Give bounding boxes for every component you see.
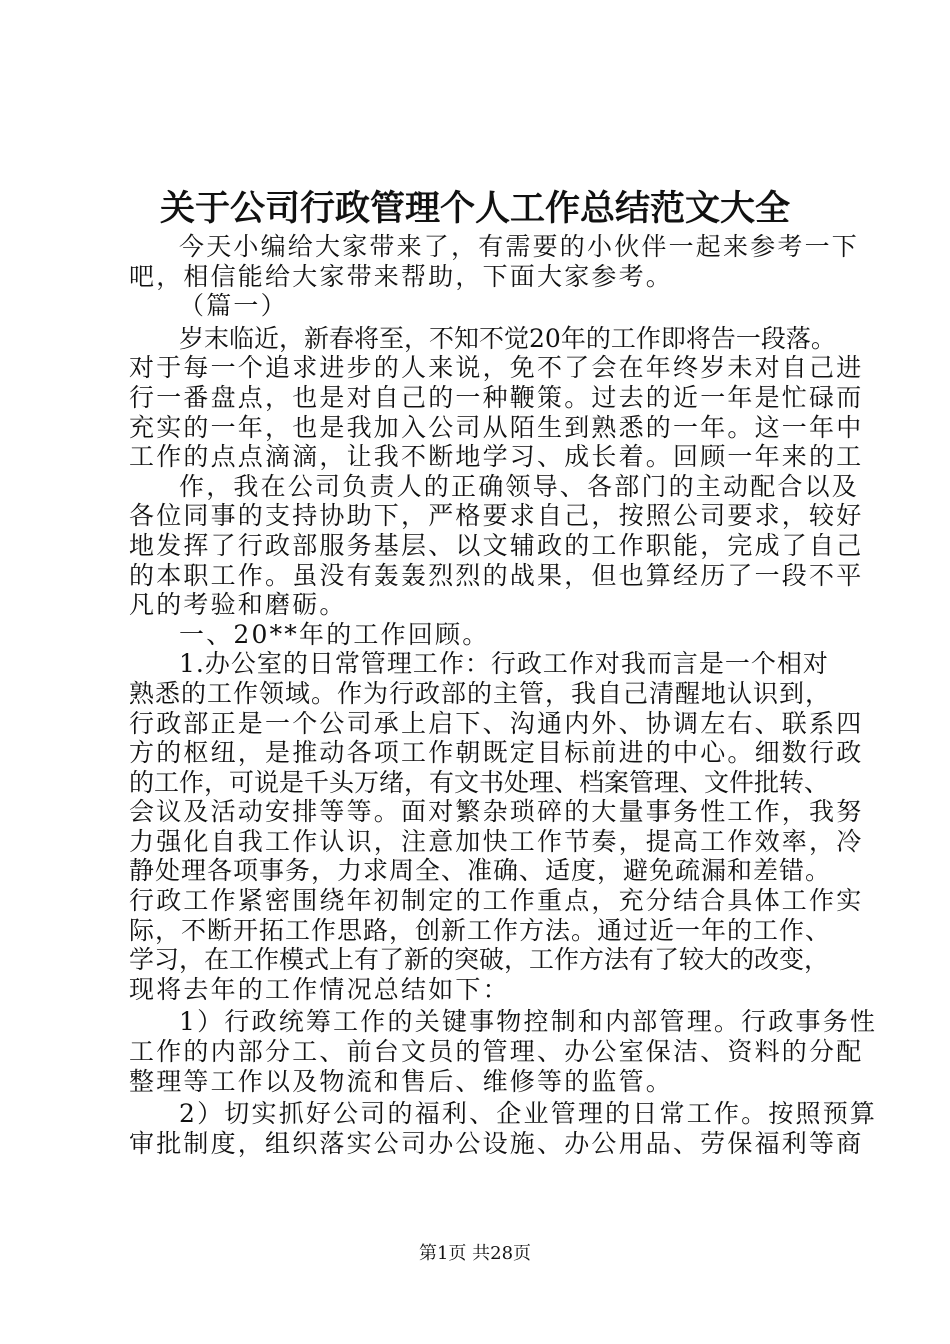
- paragraph-line: 行一番盘点，也是对自己的一种鞭策。过去的近一年是忙碌而: [129, 382, 864, 412]
- document-title: 关于公司行政管理个人工作总结范文大全: [159, 188, 790, 229]
- paragraph-line: 作，我在公司负责人的正确领导、各部门的主动配合以及: [179, 471, 860, 501]
- paragraph-line: 1）行政统筹工作的关键事物控制和内部管理。行政事务性: [179, 1007, 878, 1037]
- document-body: [129, 232, 878, 1158]
- paragraph-line: 的工作，可说是千头万绪，有文书处理、档案管理、文件批转、: [129, 767, 830, 797]
- paragraph-line: 会议及活动安排等等。面对繁杂琐碎的大量事务性工作，我努: [129, 797, 864, 827]
- paragraph-line: 地发挥了行政部服务基层、以文辅政的工作职能，完成了自己: [129, 530, 864, 560]
- paragraph-line: 际，不断开拓工作思路，创新工作方法。通过近一年的工作、: [129, 915, 832, 945]
- paragraph-line: 1.办公室的日常管理工作：行政工作对我而言是一个相对: [179, 649, 829, 679]
- paragraph-line: 现将去年的工作情况总结如下：: [129, 974, 510, 1004]
- paragraph-line: 整理等工作以及物流和售后、维修等的监管。: [129, 1066, 674, 1096]
- paragraph-line: 工作的内部分工、前台文员的管理、办公室保洁、资料的分配: [129, 1037, 864, 1067]
- paragraph-line: 力强化自我工作认识，注意加快工作节奏，提高工作效率，冷: [129, 826, 864, 856]
- paragraph-line: 工作的点点滴滴，让我不断地学习、成长着。回顾一年来的工: [129, 442, 864, 472]
- paragraph-line: 各位同事的支持协助下，严格要求自己，按照公司要求，较好: [129, 501, 864, 531]
- paragraph-line: 岁末临近，新春将至，不知不觉20年的工作即将告一段落。: [179, 323, 836, 353]
- section-heading: 一、20**年的工作回顾。: [179, 619, 490, 649]
- paragraph-line: 充实的一年，也是我加入公司从陌生到熟悉的一年。这一年中: [129, 412, 864, 442]
- paragraph-line: 静处理各项事务，力求周全、准确、适度，避免疏漏和差错。: [129, 856, 832, 886]
- section-heading: （篇一）: [179, 291, 288, 321]
- paragraph-line: 的本职工作。虽没有轰轰烈烈的战果，但也算经历了一段不平: [129, 560, 864, 590]
- paragraph-line: 学习，在工作模式上有了新的突破，工作方法有了较大的改变，: [129, 945, 830, 975]
- paragraph-line: 凡的考验和磨砺。: [129, 590, 347, 620]
- paragraph-line: 熟悉的工作领域。作为行政部的主管，我自己清醒地认识到，: [129, 678, 832, 708]
- paragraph-line: 吧，相信能给大家带来帮助，下面大家参考。: [129, 261, 674, 291]
- paragraph-line: 行政工作紧密围绕年初制定的工作重点，充分结合具体工作实: [129, 886, 864, 916]
- paragraph-line: 行政部正是一个公司承上启下、沟通内外、协调左右、联系四: [129, 708, 864, 738]
- page-number-footer: 第1页 共28页: [418, 1243, 532, 1264]
- paragraph-line: 今天小编给大家带来了，有需要的小伙伴一起来参考一下: [179, 232, 860, 261]
- paragraph-line: 方的枢纽，是推动各项工作朝既定目标前进的中心。细数行政: [129, 738, 864, 768]
- paragraph-line: 审批制度，组织落实公司办公设施、办公用品、劳保福利等商: [129, 1128, 864, 1158]
- paragraph-line: 对于每一个追求进步的人来说，免不了会在年终岁未对自己进: [129, 353, 864, 383]
- paragraph-line: 2）切实抓好公司的福利、企业管理的日常工作。按照预算: [179, 1099, 878, 1129]
